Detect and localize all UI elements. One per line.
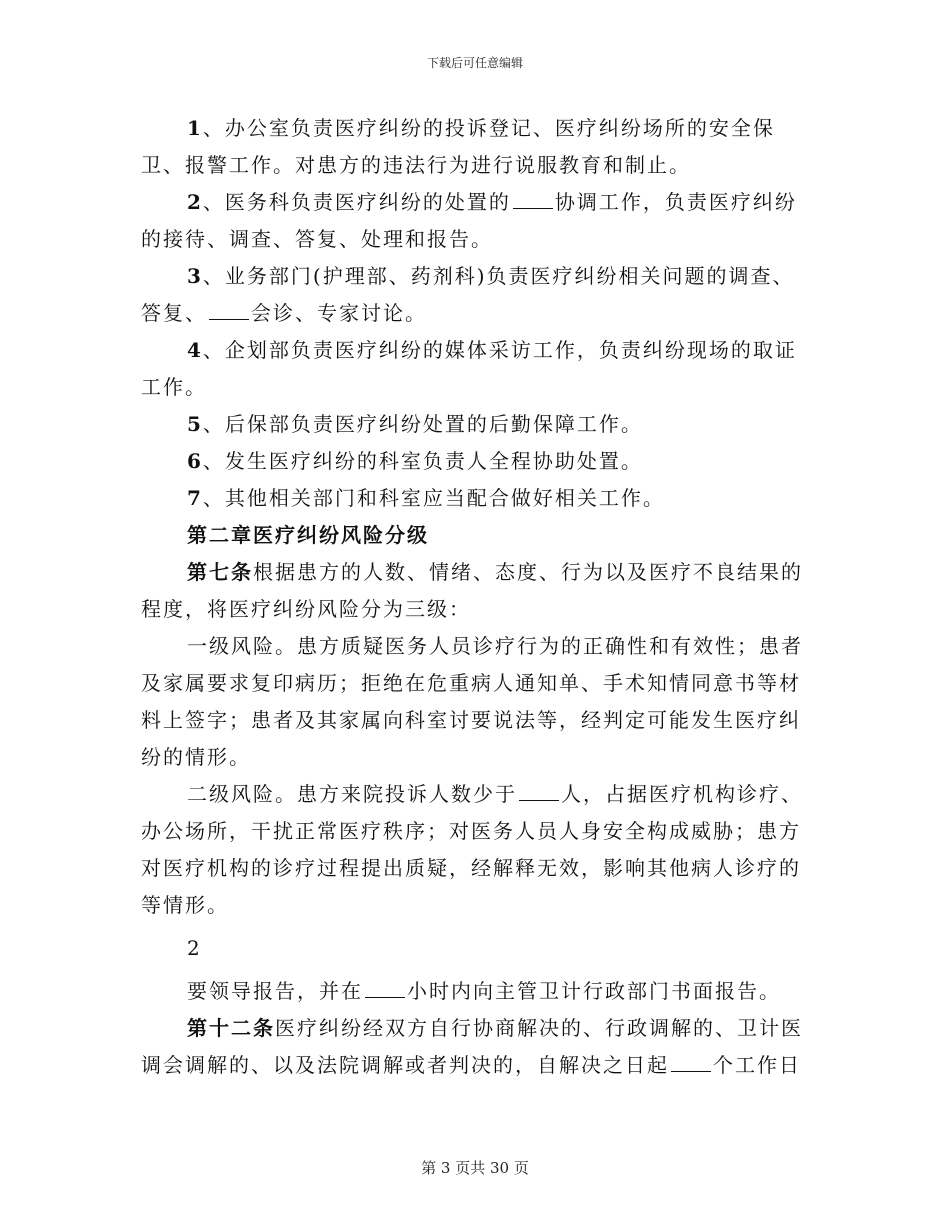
report-text: 小时内向主管卫计行政部门书面报告。	[407, 979, 781, 1003]
fill-blank	[209, 301, 249, 320]
list-item-1	[141, 110, 811, 184]
list-item-2	[141, 184, 811, 258]
article-text: 医疗纠纷经双方自行协商解决的、行政调解的、卫计医调会调解的、以及法院调解或者判决的，自解决之日起	[141, 1016, 803, 1077]
risk-level-2	[141, 776, 811, 924]
page-footer: 第 3 页共 30 页	[421, 1159, 529, 1177]
item-text: 会诊、专家讨论。	[251, 301, 427, 325]
item-number: 3	[187, 264, 203, 288]
list-item-5	[141, 406, 811, 443]
item-number: 2	[187, 190, 203, 214]
item-text: 、办公室负责医疗纠纷的投诉登记、医疗纠纷场所的安全保卫、报警工作。对患方的违法行为进行说服教育和制止。	[141, 116, 775, 177]
fill-blank	[513, 190, 553, 209]
item-number: 5	[187, 412, 203, 436]
list-item-6	[141, 443, 811, 480]
article-12	[141, 1010, 811, 1084]
risk-text: 二级风险。患方来院投诉人数少于	[187, 782, 517, 806]
article-label: 第十二条	[187, 1016, 275, 1040]
item-text: 、后保部负责医疗纠纷处置的后勤保障工作。	[202, 412, 643, 436]
report-paragraph	[141, 973, 811, 1010]
item-text: 、医务科负责医疗纠纷的处置的	[202, 190, 511, 214]
item-text: 、其他相关部门和科室应当配合做好相关工作。	[202, 486, 665, 510]
fill-blank	[519, 782, 559, 801]
item-text: 、发生医疗纠纷的科室负责人全程协助处置。	[202, 449, 643, 473]
item-number: 7	[187, 486, 203, 510]
item-number: 4	[187, 338, 203, 362]
item-text: 协调工作，负责医疗纠纷的接待、调查、答复、处理和报告。	[141, 190, 797, 251]
article-text: 根据患方的人数、情绪、态度、行为以及医疗不良结果的程度，将医疗纠纷风险分为三级：	[141, 560, 803, 621]
chapter-heading: 第二章医疗纠纷风险分级	[187, 523, 429, 547]
risk-level-1: 一级风险。患方质疑医务人员诊疗行为的正确性和有效性；患者及家属要求复印病历；拒绝在危重病人通知单、手术知情同意书等材料上签字；患者及其家属向科室讨要说法等，经判定可能发生医疗纠纷的情形。	[141, 634, 803, 769]
item-text: 、企划部负责医疗纠纷的媒体采访工作，负责纠纷现场的取证工作。	[141, 338, 797, 399]
report-text: 要领导报告，并在	[187, 979, 363, 1003]
article-7	[141, 554, 811, 628]
fill-blank	[671, 1053, 711, 1072]
page-marker: 2	[187, 936, 202, 960]
risk-text: 人，占据医疗机构诊疗、办公场所，干扰正常医疗秩序；对医务人员人身安全构成威胁；患方对医疗机构的诊疗过程提出质疑，经解释无效，影响其他病人诊疗的等情形。	[141, 782, 803, 917]
article-text: 个工作日	[713, 1053, 801, 1077]
document-body	[141, 110, 811, 1084]
fill-blank	[365, 979, 405, 998]
page-header: 下载后可任意编辑	[426, 56, 523, 70]
list-item-3	[141, 258, 811, 332]
list-item-4	[141, 332, 811, 406]
item-number: 1	[187, 116, 203, 140]
article-label: 第七条	[187, 560, 253, 584]
list-item-7	[141, 480, 811, 517]
item-number: 6	[187, 449, 203, 473]
item-text: 、业务部门(护理部、药剂科)负责医疗纠纷相关问题的调查、答复、	[141, 264, 795, 325]
